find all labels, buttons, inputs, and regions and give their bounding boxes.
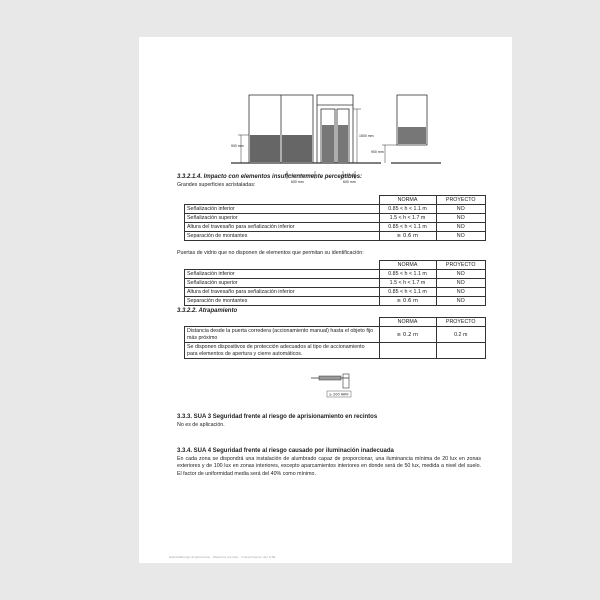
row-label: Distancia desde la puerta corredera (accionamiento manual) hasta el objeto fijo más próximo — [185, 327, 380, 343]
row-norma: 0.85 < h < 1.1 m — [379, 288, 436, 297]
row-norma: 0.85 < h < 1.1 m — [379, 223, 436, 232]
row-norma: ≥ 0.6 m — [379, 232, 436, 241]
row-proyecto: NO — [436, 205, 486, 214]
row-proyecto: NO — [436, 232, 486, 241]
row-norma: ≥ 0.2 m — [379, 327, 436, 343]
row-proyecto: NO — [436, 214, 486, 223]
table-row — [185, 343, 486, 359]
section-sua4-text: En cada zona se dispondrá una instalación de alumbrado capaz de proporcionar, una iluminancia mínima de 20 lux en zonas exteriores y de 100 lux en zonas interiores, excepto aparcamientos interiores en donde será de 50 lux, medida a nivel del suelo. El factor de uniformidad media será del 40% como mínimo. — [177, 456, 481, 477]
sliding-door-drawing — [309, 370, 353, 402]
row-proyecto: NO — [436, 288, 486, 297]
row-label: Altura del travesaño para señalización inferior — [185, 288, 380, 297]
dim-label-gap: 600 mm — [291, 180, 304, 184]
row-proyecto: NO — [436, 279, 486, 288]
row-norma: 0.85 < h < 1.1 m — [379, 270, 436, 279]
section-impacto-subtitle: Grandes superficies acristaladas: — [177, 182, 256, 188]
page-footer: HabitatDesign Arquitectura · Memoria técnica · Cumplimiento del CTE — [169, 555, 276, 559]
row-norma: 1.5 < h < 1.7 m — [379, 214, 436, 223]
dim-label-small: 900 mm — [371, 150, 384, 154]
row-label: Altura del travesaño para señalización inferior — [185, 223, 380, 232]
section-sua4-title: 3.3.4. SUA 4 Seguridad frente al riesgo causado por iluminación inadecuada — [177, 448, 394, 454]
header-norma: NORMA — [379, 318, 436, 327]
header-proyecto: PROYECTO — [436, 318, 486, 327]
document-page — [139, 37, 512, 563]
row-norma — [379, 343, 436, 359]
table-row — [185, 214, 486, 223]
section-impacto-title: 3.3.2.1.4. Impacto con elementos insuficientemente perceptibles: — [177, 174, 363, 180]
row-proyecto: NO — [436, 270, 486, 279]
table-row — [185, 270, 486, 279]
row-proyecto — [436, 343, 486, 359]
row-label: Se disponen dispositivos de protección adecuados al tipo de accionamiento para elementos de apertura y cierre automáticos. — [185, 343, 380, 359]
header-norma: NORMA — [379, 196, 436, 205]
row-label: Señalización superior — [185, 214, 380, 223]
header-norma: NORMA — [379, 261, 436, 270]
row-proyecto: NO — [436, 297, 486, 306]
row-proyecto: 0.2 m — [436, 327, 486, 343]
row-label: Señalización inferior — [185, 205, 380, 214]
dim-label-right: 1500 mm — [359, 134, 374, 138]
sliding-door-dim-label: ≥ 200 mm — [329, 392, 348, 397]
table-row — [185, 205, 486, 214]
row-proyecto: NO — [436, 223, 486, 232]
header-proyecto: PROYECTO — [436, 261, 486, 270]
dim-label-bottom: 600 mm — [343, 180, 356, 184]
row-label: Separación de montantes — [185, 232, 380, 241]
table-row — [185, 223, 486, 232]
table-row — [185, 327, 486, 343]
row-label: Señalización inferior — [185, 270, 380, 279]
row-norma: 1.5 < h < 1.7 m — [379, 279, 436, 288]
atrapamiento-table — [184, 317, 486, 359]
row-norma: ≥ 0.6 m — [379, 297, 436, 306]
table-row — [185, 232, 486, 241]
section-sua3-text: No es de aplicación. — [177, 422, 225, 428]
table-row — [185, 288, 486, 297]
glazing-elevation-drawing — [231, 87, 441, 207]
impacto-table — [184, 195, 486, 241]
row-label: Señalización superior — [185, 279, 380, 288]
table-row — [185, 297, 486, 306]
row-label: Separación de montantes — [185, 297, 380, 306]
section-puertas-subtitle: Puertas de vidrio que no disponen de elementos que permitan su identificación: — [177, 250, 364, 256]
table-row — [185, 279, 486, 288]
dim-label-left: 900 mm — [231, 144, 244, 148]
section-sua3-title: 3.3.3. SUA 3 Seguridad frente al riesgo de aprisionamiento en recintos — [177, 414, 378, 420]
puertas-table — [184, 260, 486, 306]
section-atrapamiento-title: 3.3.2.2. Atrapamiento — [177, 308, 238, 314]
header-proyecto: PROYECTO — [436, 196, 486, 205]
row-norma: 0.85 < h < 1.1 m — [379, 205, 436, 214]
